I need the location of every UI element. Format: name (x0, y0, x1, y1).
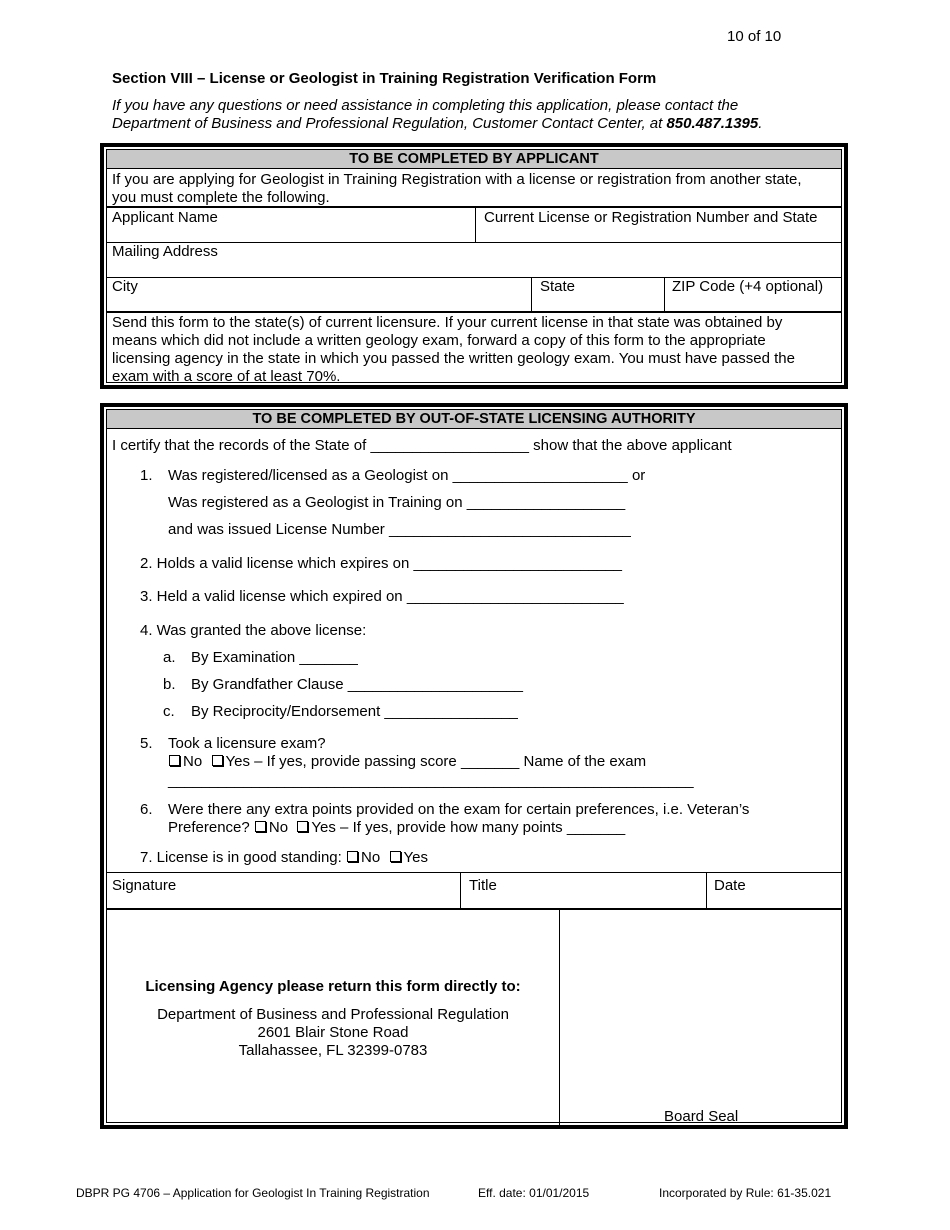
authority-table (106, 409, 842, 1123)
item-6-yes-checkbox[interactable] (297, 821, 308, 832)
return-line-3: Tallahassee, FL 32399-0783 (238, 1042, 428, 1059)
intro-line-2-end: . (758, 115, 763, 132)
return-address-block (107, 978, 559, 1060)
item-4b-grandfather[interactable]: By Grandfather Clause _____________________ (191, 676, 523, 693)
item-6-yes-label: Yes – If yes, provide how many points _______ (311, 819, 626, 836)
item-7-no-checkbox[interactable] (347, 851, 358, 862)
city-field[interactable]: City (112, 278, 138, 295)
page-number: 10 of 10 (727, 28, 782, 45)
item-7-yes-label: Yes (403, 849, 428, 866)
intro-line-1: If you have any questions or need assistance in completing this application, please contact the (112, 97, 739, 114)
return-heading: Licensing Agency please return this form directly to: (145, 978, 521, 995)
item-7-no-label: No (360, 849, 381, 866)
board-seal-label: Board Seal (664, 1108, 739, 1125)
applicant-section (100, 143, 848, 389)
return-line-2: 2601 Blair Stone Road (257, 1024, 409, 1041)
item-7-yes-checkbox[interactable] (390, 851, 401, 862)
item-6-question: Were there any extra points provided on the exam for certain preferences, i.e. Veteran’s (168, 801, 750, 818)
mailing-address-field[interactable]: Mailing Address (112, 243, 218, 260)
authority-section (100, 403, 848, 1129)
certify-statement: I certify that the records of the State of ___________________ show that the above applicant (112, 437, 732, 454)
item-4c-letter: c. (163, 703, 175, 720)
item-5-no-checkbox[interactable] (169, 755, 180, 766)
item-3-expired[interactable]: 3. Held a valid license which expired on __________________________ (140, 588, 624, 605)
item-4a-letter: a. (163, 649, 176, 666)
applicant-instruction-2: you must complete the following. (112, 189, 330, 206)
license-number-field[interactable]: Current License or Registration Number and State (484, 209, 818, 226)
item-5-exam-name-line[interactable]: _______________________________________________________________ (168, 772, 694, 789)
item-4-granted: 4. Was granted the above license: (140, 622, 367, 639)
state-field[interactable]: State (540, 278, 576, 295)
send-note-1: Send this form to the state(s) of current licensure. If your current license in that state was obtained by (112, 314, 783, 331)
item-1-registered[interactable]: Was registered/licensed as a Geologist on _____________________ or (168, 467, 646, 484)
intro-text (112, 97, 832, 133)
item-4c-reciprocity[interactable]: By Reciprocity/Endorsement ________________ (191, 703, 518, 720)
signature-field[interactable]: Signature (112, 877, 177, 894)
item-5-number: 5. (140, 735, 153, 752)
item-6-no-label: No (268, 819, 289, 836)
authority-header: TO BE COMPLETED BY OUT-OF-STATE LICENSING AUTHORITY (107, 410, 841, 429)
applicant-name-field[interactable]: Applicant Name (112, 209, 218, 226)
zip-field[interactable]: ZIP Code (+4 optional) (672, 278, 824, 295)
item-7-label: 7. License is in good standing: (140, 849, 342, 866)
item-1-license-number[interactable]: and was issued License Number _____________________________ (168, 521, 631, 538)
intro-line-2-text: Department of Business and Professional Regulation, Customer Contact Center, at (112, 115, 667, 132)
send-note-4: exam with a score of at least 70%. (112, 368, 341, 385)
applicant-instruction-1: If you are applying for Geologist in Training Registration with a license or registration from another state, (112, 171, 802, 188)
item-4b-letter: b. (163, 676, 176, 693)
footer-form-id: DBPR PG 4706 – Application for Geologist In Training Registration (76, 1186, 430, 1200)
send-note-3: licensing agency in the state in which you passed the written geology exam. You must have passed the (112, 350, 795, 367)
item-1-number: 1. (140, 467, 153, 484)
send-note-2: means which did not include a written geology exam, forward a copy of this form to the appropriate (112, 332, 766, 349)
item-5-options (168, 753, 646, 771)
item-1-git[interactable]: Was registered as a Geologist in Training on ___________________ (168, 494, 626, 511)
section-title: Section VIII – License or Geologist in Training Registration Verification Form (112, 70, 657, 87)
item-4a-examination[interactable]: By Examination _______ (191, 649, 358, 666)
return-line-1: Department of Business and Professional Regulation (157, 1006, 509, 1023)
date-field[interactable]: Date (714, 877, 746, 894)
applicant-table (106, 149, 842, 383)
item-6-no-checkbox[interactable] (255, 821, 266, 832)
item-5-no-label: No (183, 753, 203, 770)
item-5-yes-checkbox[interactable] (212, 755, 223, 766)
item-2-expires[interactable]: 2. Holds a valid license which expires on _________________________ (140, 555, 623, 572)
item-6-number: 6. (140, 801, 153, 818)
item-6-preference: Preference? (168, 819, 250, 836)
footer-eff-date: Eff. date: 01/01/2015 (478, 1186, 590, 1200)
title-field[interactable]: Title (469, 877, 497, 894)
applicant-header: TO BE COMPLETED BY APPLICANT (107, 150, 841, 169)
contact-phone: 850.487.1395 (666, 115, 759, 132)
item-5-question: Took a licensure exam? (168, 735, 326, 752)
footer-rule: Incorporated by Rule: 61-35.021 (659, 1186, 832, 1200)
item-7-good-standing (140, 849, 428, 867)
item-6-options (168, 819, 625, 837)
item-5-yes-label: Yes – If yes, provide passing score _______ Name of the exam (225, 753, 647, 770)
intro-line-2 (112, 115, 832, 133)
